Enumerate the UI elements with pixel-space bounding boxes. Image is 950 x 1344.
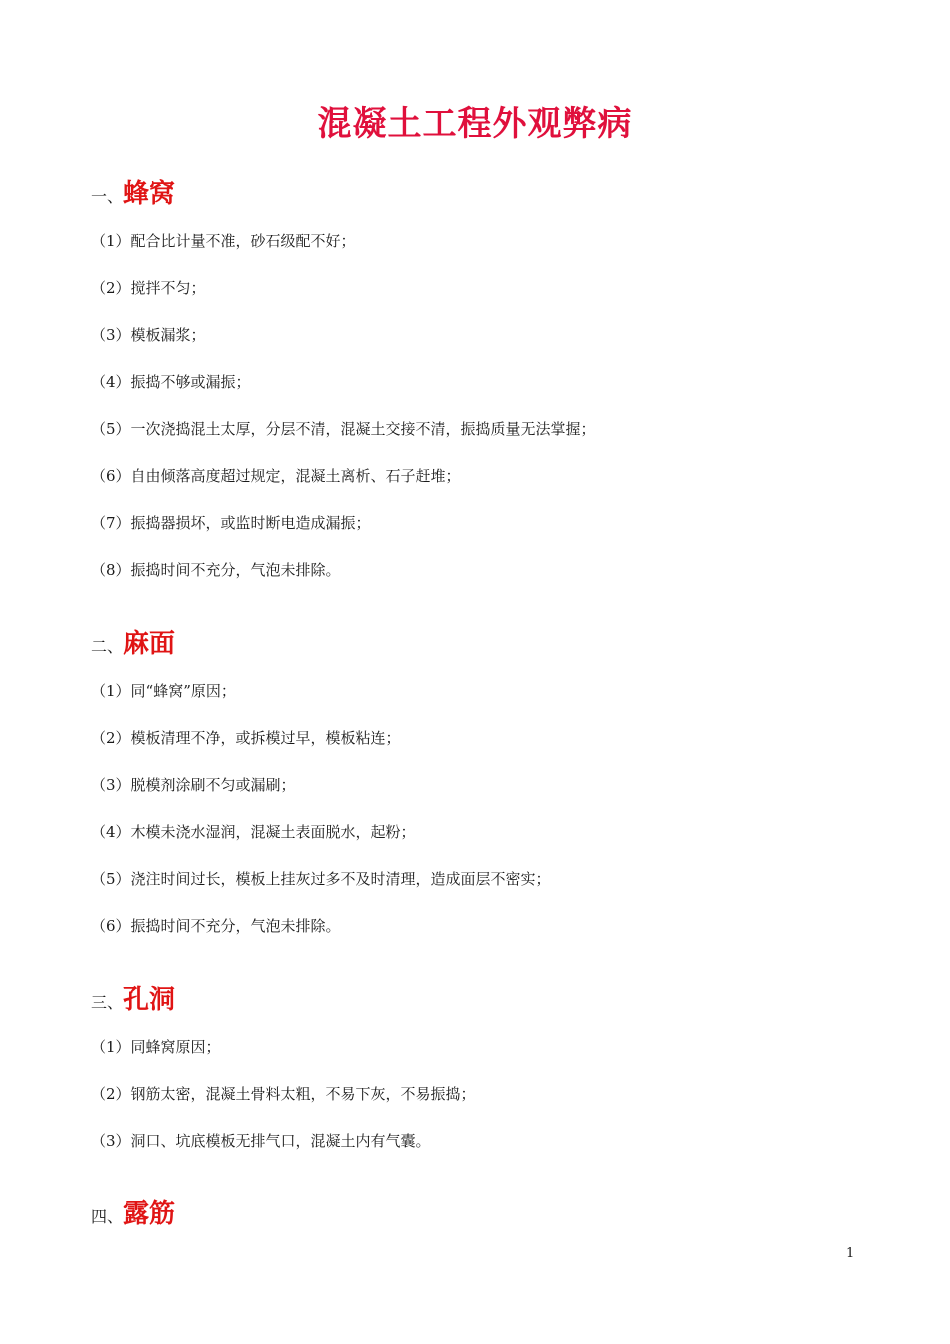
list-item: （3）脱模剂涂刷不匀或漏刷；: [91, 776, 296, 794]
list-item: （5）浇注时间过长，模板上挂灰过多不及时清理，造成面层不密实；: [91, 870, 551, 888]
list-item: （2）搅拌不匀；: [91, 279, 206, 297]
section-number: 二、: [91, 637, 124, 656]
section-honeycomb: [91, 172, 891, 606]
list-item: （1）同“蜂窝”原因；: [91, 682, 236, 700]
section-heading: [91, 172, 891, 216]
list-item: （7）振捣器损坏，或监时断电造成漏振；: [91, 514, 371, 532]
list-item: （1）配合比计量不准，砂石级配不好；: [91, 232, 356, 250]
list-item: （6）自由倾落高度超过规定，混凝土离析、石子赶堆；: [91, 467, 461, 485]
section-heading: [91, 622, 891, 666]
list-item: （4）振捣不够或漏振；: [91, 373, 251, 391]
list-item: （2）钢筋太密，混凝土骨料太粗，不易下灰，不易振捣；: [91, 1085, 476, 1103]
section-number: 一、: [91, 187, 124, 206]
section-number: 三、: [91, 993, 124, 1012]
cause-list: [91, 230, 891, 606]
list-item: （3）模板漏浆；: [91, 326, 206, 344]
section-pitted-surface: [91, 622, 891, 962]
section-name: 蜂窝: [123, 179, 176, 209]
list-item: （5）一次浇捣混土太厚，分层不清，混凝土交接不清，振捣质量无法掌握；: [91, 420, 596, 438]
list-item: （1）同蜂窝原因；: [91, 1038, 221, 1056]
section-heading: [91, 978, 891, 1022]
list-item: （3）洞口、坑底模板无排气口，混凝土内有气囊。: [91, 1132, 431, 1150]
section-holes: [91, 978, 891, 1177]
list-item: （4）木模未浇水湿润，混凝土表面脱水，起粉；: [91, 823, 416, 841]
list-item: （8）振捣时间不充分，气泡未排除。: [91, 561, 341, 579]
page-number: 1: [846, 1246, 855, 1261]
section-exposed-rebar: [91, 1192, 891, 1236]
page-title: 混凝土工程外观弊病: [317, 104, 633, 144]
cause-list: [91, 680, 891, 962]
section-name: 孔洞: [123, 985, 176, 1015]
list-item: （6）振捣时间不充分，气泡未排除。: [91, 917, 341, 935]
list-item: （2）模板清理不净，或拆模过早，模板粘连；: [91, 729, 401, 747]
section-name: 露筋: [123, 1199, 176, 1229]
section-name: 麻面: [123, 629, 176, 659]
cause-list: [91, 1036, 891, 1177]
section-heading: [91, 1192, 891, 1236]
section-number: 四、: [91, 1207, 124, 1226]
